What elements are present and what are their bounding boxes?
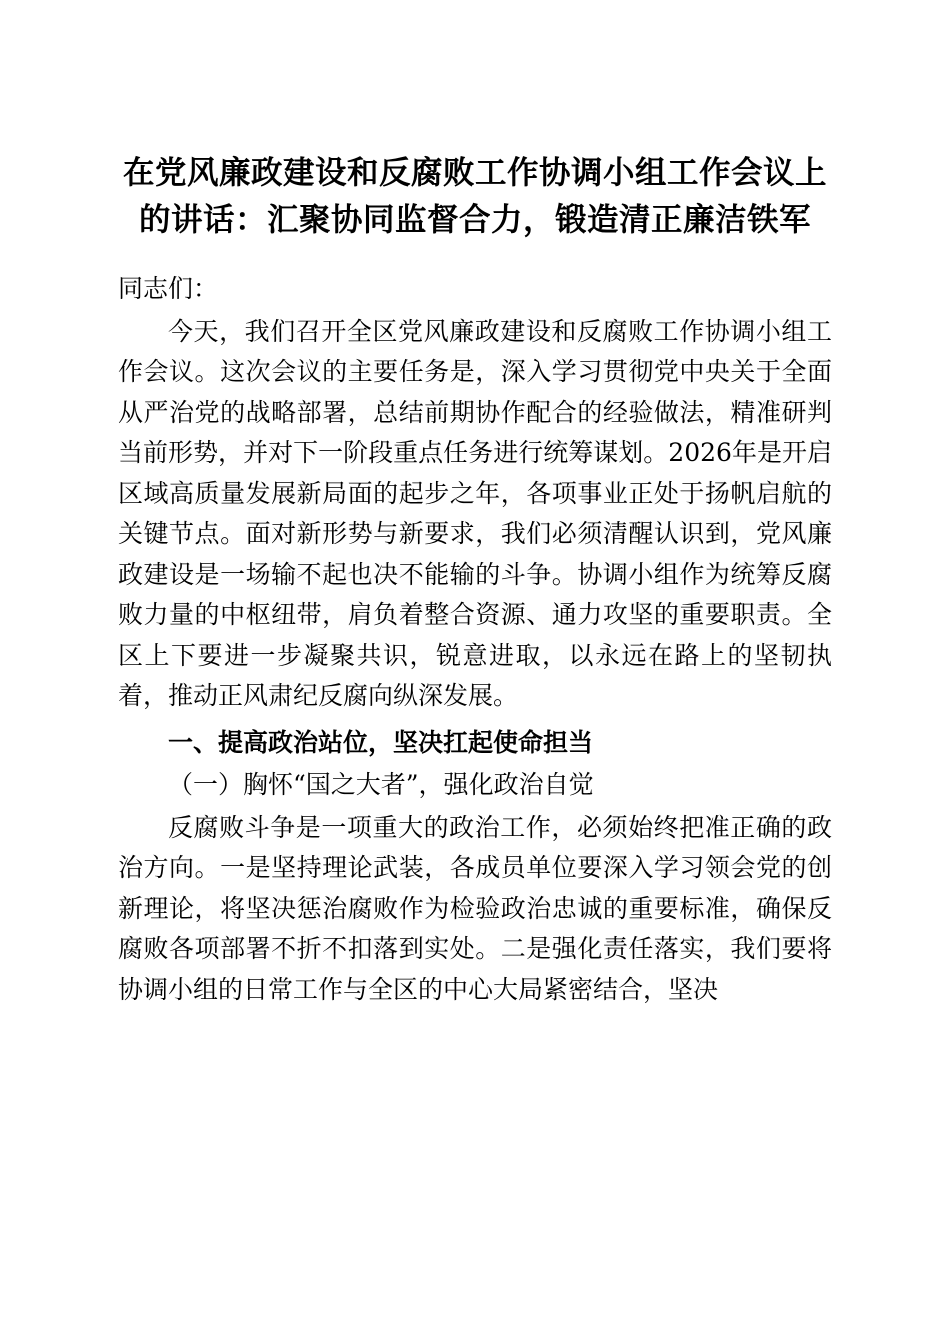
subsection-heading-one: （一）胸怀“国之大者”，强化政治自觉 (168, 770, 594, 800)
paragraph-subsection-one: 反腐败斗争是一项重大的政治工作，必须始终把准正确的政治方向。一是坚持理论武装，各成员单位要深入学习领会党的创新理论，将坚决惩治腐败作为检验政治忠诚的重要标准，确保反腐败各项部署不折不扣落到实处。二是强化责任落实，我们要将协调小组的日常工作与全区的中心大局紧密结合，坚决 (118, 812, 832, 1004)
page-title: 在党风廉政建设和反腐败工作协调小组工作会议上的讲话：汇聚协同监督合力，锻造清正廉洁铁军 (122, 155, 827, 238)
paragraph-opening: 今天，我们召开全区党风廉政建设和反腐败工作协调小组工作会议。这次会议的主要任务是，深入学习贯彻党中央关于全面从严治党的战略部署，总结前期协作配合的经验做法，精准研判当前形势，并对下一阶段重点任务进行统筹谋划。2026年是开启区域高质量发展新局面的起步之年，各项事业正处于扬帆启航的关键节点。面对新形势与新要求，我们必须清醒认识到，党风廉政建设是一场输不起也决不能输的斗争。协调小组作为统筹反腐败力量的中枢纽带，肩负着整合资源、通力攻坚的重要职责。全区上下要进一步凝聚共识，锐意进取，以永远在路上的坚韧执着，推动正风肃纪反腐向纵深发展。 (118, 316, 832, 711)
salutation: 同志们： (118, 274, 219, 304)
section-heading-one: 一、提高政治站位，坚决扛起使命担当 (168, 727, 594, 757)
